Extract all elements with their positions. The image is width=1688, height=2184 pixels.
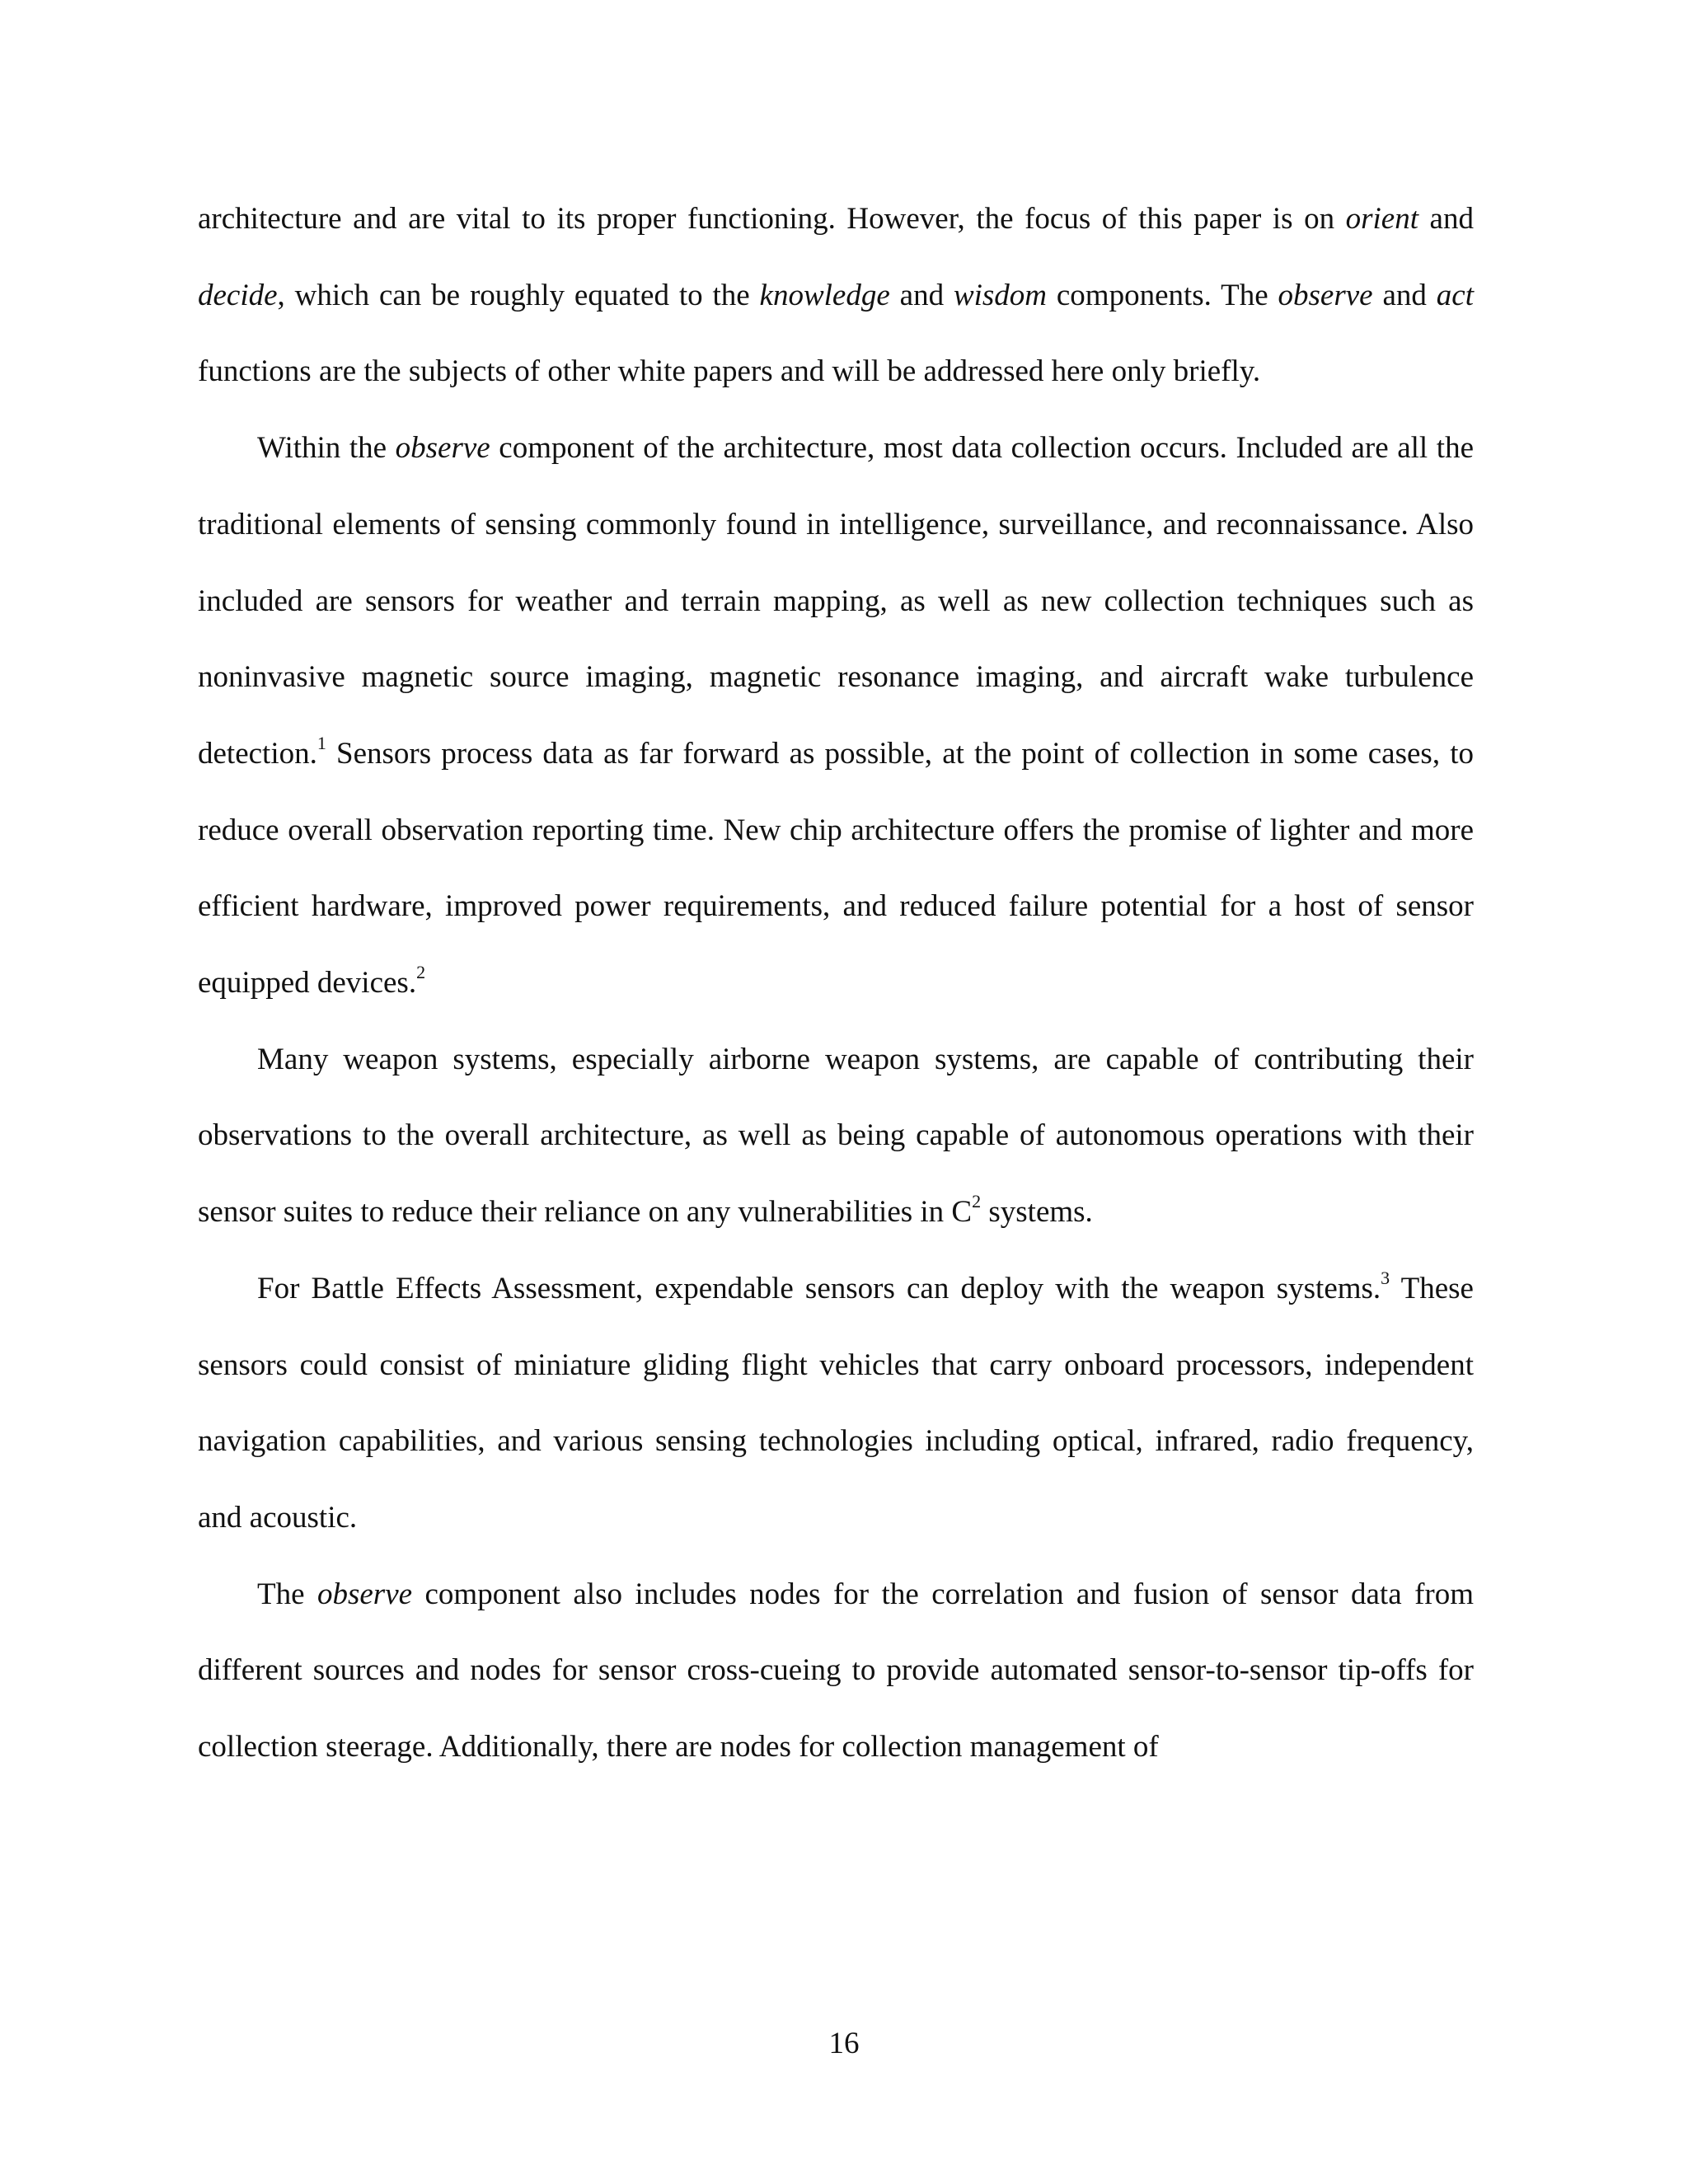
- paragraph: [198, 1251, 1474, 1557]
- text-run: component also includes nodes for the correlation and fusion of sensor data from different sources and nodes for sensor cross-cueing to provide automated sensor-to-sensor tip-offs for collection steerage. Additionally, there are nodes for collection management of: [198, 1577, 1474, 1765]
- italic-text-run: observe: [1278, 278, 1373, 312]
- footnote-marker: 3: [1381, 1267, 1390, 1288]
- text-run: These sensors could consist of miniature gliding flight vehicles that carry onboard processors, independent navigation capabilities, and various sensing technologies including optical, infrared, radio frequency, and acoustic.: [198, 1271, 1474, 1535]
- text-run: Sensors process data as far forward as possible, at the point of collection in some cases, to reduce overall observation reporting time. New chip architecture offers the promise of lighter and more efficient hardware, improved power requirements, and reduced failure potential for a host of sensor equipped devices.: [198, 736, 1474, 1001]
- paragraph: [198, 1557, 1474, 1786]
- text-run: The: [257, 1577, 317, 1611]
- italic-text-run: orient: [1345, 202, 1419, 236]
- page-number: 16: [828, 2027, 860, 2060]
- paragraph: [198, 410, 1474, 1022]
- italic-text-run: wisdom: [953, 278, 1048, 312]
- text-run: For Battle Effects Assessment, expendable sensors can deploy with the weapon systems.: [257, 1271, 1381, 1305]
- italic-text-run: knowledge: [759, 278, 890, 312]
- paragraph: [198, 1022, 1474, 1251]
- body-text: [198, 181, 1474, 1786]
- footnote-marker: 2: [972, 1191, 982, 1212]
- italic-text-run: observe: [395, 431, 490, 466]
- text-run: functions are the subjects of other white papers and will be addressed here only briefly.: [198, 354, 1261, 389]
- text-run: Within the: [257, 431, 396, 466]
- footnote-marker: 2: [416, 962, 426, 983]
- text-run: and: [1418, 202, 1474, 236]
- text-run: architecture and are vital to its proper functioning. However, the focus of this paper is on: [198, 202, 1346, 236]
- text-run: components. The: [1047, 278, 1278, 312]
- italic-text-run: observe: [316, 1577, 413, 1611]
- text-run: systems.: [981, 1195, 1093, 1230]
- text-run: and: [1372, 278, 1437, 312]
- italic-text-run: decide: [198, 278, 278, 312]
- paragraph: [198, 181, 1474, 410]
- text-run: and: [889, 278, 954, 312]
- text-run: component of the architecture, most data collection occurs. Included are all the traditional elements of sensing commonly found in intelligence, surveillance, and reconnaissance. Also included are sensors for weather and terrain mapping, as well as new collection techniques such as noninvasive magnetic source imaging, magnetic resonance imaging, and aircraft wake turbulence detection.: [198, 431, 1474, 771]
- footnote-marker: 1: [316, 732, 326, 753]
- text-run: Many weapon systems, especially airborne weapon systems, are capable of contributing their observations to the overall architecture, as well as being capable of autonomous operations with their sensor suites to reduce their reliance on any vulnerabilities in C: [198, 1042, 1474, 1230]
- italic-text-run: act: [1436, 278, 1474, 312]
- text-run: , which can be roughly equated to the: [277, 278, 760, 312]
